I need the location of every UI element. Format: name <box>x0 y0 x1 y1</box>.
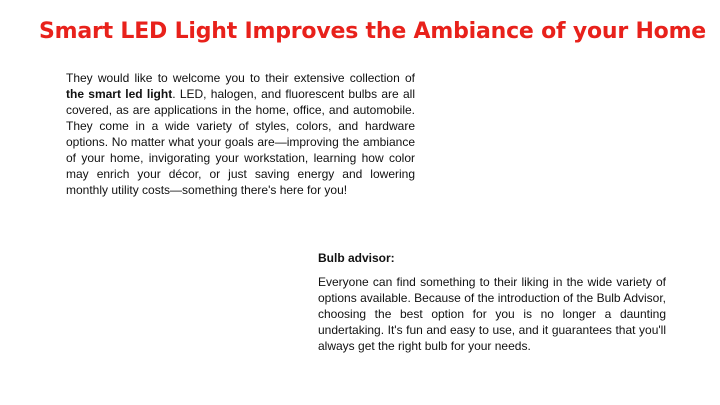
bulb-advisor-section <box>318 250 666 354</box>
intro-paragraph <box>66 70 415 198</box>
bulb-advisor-heading: Bulb advisor: <box>318 251 395 265</box>
bulb-advisor-body: Everyone can find something to their liking in the wide variety of options available. Because of the introduction of the Bulb Advisor, choosing the best option for you is no longer a daunting undertaking. It's fun and easy to use, and it guarantees that you'll always get the right bulb for your needs. <box>318 275 666 353</box>
page-title: Smart LED Light Improves the Ambiance of your Home <box>38 19 707 44</box>
intro-bold-phrase: the smart led light <box>66 87 173 101</box>
intro-text-end: . LED, halogen, and fluorescent bulbs are all covered, as are applications in the home, office, and automobile. They come in a wide variety of styles, colors, and hardware options. No matter what your goals are—improving the ambiance of your home, invigorating your workstation, learning how color may enrich your décor, or just saving energy and lowering monthly utility costs—something there's here for you! <box>66 87 415 197</box>
intro-text-start: They would like to welcome you to their extensive collection of <box>66 71 415 85</box>
